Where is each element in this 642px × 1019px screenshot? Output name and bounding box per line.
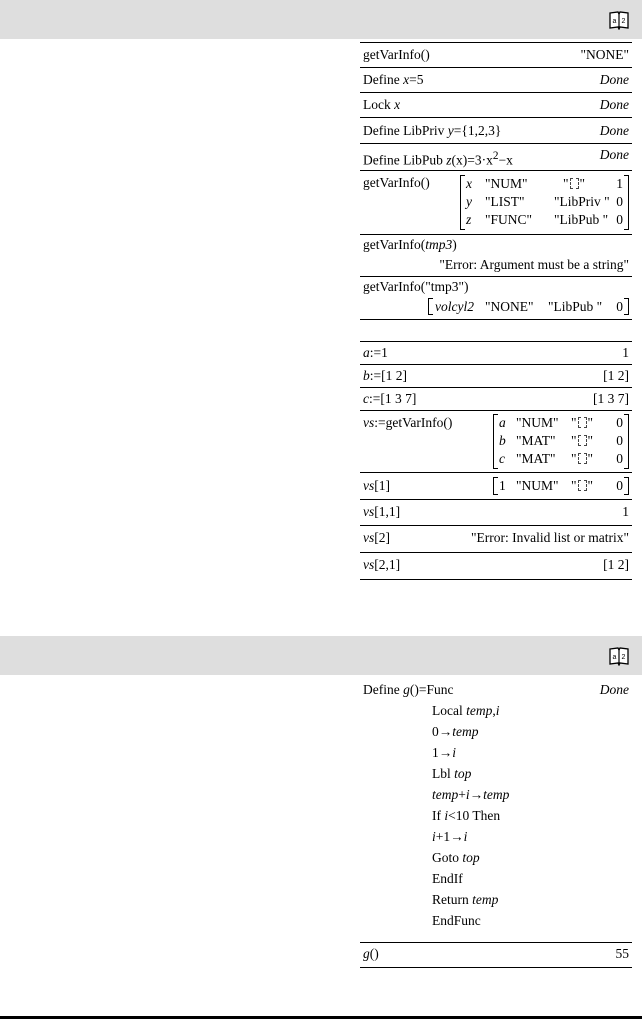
code-line: temp+i→temp xyxy=(432,787,510,802)
entry-row xyxy=(360,387,632,410)
entry-row xyxy=(360,499,632,525)
result-matrix: x "NUM" " " 1 y "LIST" "LibPriv " 0 z "FUNC" "LibPub " 0 xyxy=(460,175,629,230)
entry-input: getVarInfo("tmp3") xyxy=(363,279,469,294)
empty-box-icon xyxy=(578,480,587,491)
entry-row xyxy=(360,170,632,234)
entry-input: getVarInfo() xyxy=(363,175,430,190)
code-line: Local temp,i xyxy=(432,703,500,718)
entry-input: Define LibPub $z(x)=3\cdot x^2-x$ xyxy=(363,150,513,168)
entry-row xyxy=(360,472,632,499)
code-line: 0→temp xyxy=(432,724,479,739)
entry-row xyxy=(360,341,632,364)
entry-input: vs:=getVarInfo() xyxy=(363,415,453,430)
entry-row xyxy=(360,525,632,552)
matrix-cell: " " xyxy=(571,478,594,493)
entry-result: "NONE" xyxy=(580,47,629,62)
code-line: Goto top xyxy=(432,850,480,865)
svg-text:a: a xyxy=(612,18,617,25)
code-line: 1→i xyxy=(432,745,457,760)
entry-row xyxy=(360,117,632,143)
header-band-1 xyxy=(0,0,642,39)
entry-row xyxy=(360,92,632,117)
entry-result: "Error: Argument must be a string" xyxy=(439,257,629,272)
book-icon xyxy=(609,10,629,30)
entry-input: getVarInfo() xyxy=(363,47,430,62)
svg-text:2: 2 xyxy=(621,18,626,25)
define-line: Define g()=Func xyxy=(363,682,454,697)
code-line: EndFunc xyxy=(432,913,481,928)
entry-input: c:=[1 3 7] xyxy=(363,391,417,406)
entry-result: Done xyxy=(599,72,629,87)
entry-row xyxy=(360,42,632,67)
entry-result: [1 3 7] xyxy=(593,391,629,406)
entry-result: 1 xyxy=(622,345,629,360)
entry-result: Done xyxy=(599,682,629,697)
entry-result: 55 xyxy=(615,946,629,961)
entry-row xyxy=(360,942,632,968)
svg-text:a: a xyxy=(612,654,617,661)
empty-box-icon xyxy=(578,435,587,446)
result-vector: 1 "NUM" " " 0 xyxy=(493,477,629,495)
entry-row xyxy=(360,143,632,170)
entry-row xyxy=(360,276,632,320)
code-line: EndIf xyxy=(432,871,463,886)
entry-row xyxy=(360,410,632,472)
empty-box-icon xyxy=(578,453,587,464)
example-variable-matrix xyxy=(360,341,632,580)
matrix-cell: " " xyxy=(563,176,586,191)
entry-input: a:=1 xyxy=(363,345,388,360)
svg-text:2: 2 xyxy=(621,654,626,661)
entry-result: "Error: Invalid list or matrix" xyxy=(471,530,629,545)
code-line: If i<10 Then xyxy=(432,808,501,823)
entry-input: vs[2,1] xyxy=(363,557,401,572)
example-getvarinfo xyxy=(360,42,632,320)
code-line: Return temp xyxy=(432,892,499,907)
empty-box-icon xyxy=(570,178,579,189)
code-line: i+1→i xyxy=(432,829,468,844)
entry-row xyxy=(360,364,632,387)
entry-input: getVarInfo(tmp3) xyxy=(363,237,457,252)
empty-box-icon xyxy=(578,417,587,428)
entry-result: [1 2] xyxy=(603,368,629,383)
entry-input: Lock x xyxy=(363,97,401,112)
entry-input: Define LibPriv y={1,2,3} xyxy=(363,123,502,138)
entry-result: 1 xyxy=(622,504,629,519)
entry-input: Define x=5 xyxy=(363,72,424,87)
example-func-program xyxy=(360,680,632,968)
program-definition xyxy=(360,680,632,942)
matrix-cell: " " xyxy=(571,433,594,448)
entry-input: vs[1] xyxy=(363,478,390,493)
entry-row xyxy=(360,67,632,92)
book-icon xyxy=(609,646,629,666)
header-band-2 xyxy=(0,636,642,675)
entry-result: [1 2] xyxy=(603,557,629,572)
entry-input: vs[1,1] xyxy=(363,504,401,519)
entry-input: vs[2] xyxy=(363,530,390,545)
entry-result: Done xyxy=(599,123,629,138)
result-matrix: a "NUM" " " 0 b "MAT" " " 0 c "MAT" " " 0 xyxy=(493,414,629,469)
code-line: Lbl top xyxy=(432,766,472,781)
entry-row xyxy=(360,234,632,276)
entry-input: b:=[1 2] xyxy=(363,368,407,383)
matrix-cell: " " xyxy=(571,415,594,430)
result-vector: volcyl2 "NONE" "LibPub " 0 xyxy=(428,298,629,315)
matrix-cell: " " xyxy=(571,451,594,466)
entry-row xyxy=(360,552,632,580)
entry-result: Done xyxy=(599,97,629,112)
entry-input: g() xyxy=(363,946,379,961)
entry-result: Done xyxy=(599,147,629,162)
